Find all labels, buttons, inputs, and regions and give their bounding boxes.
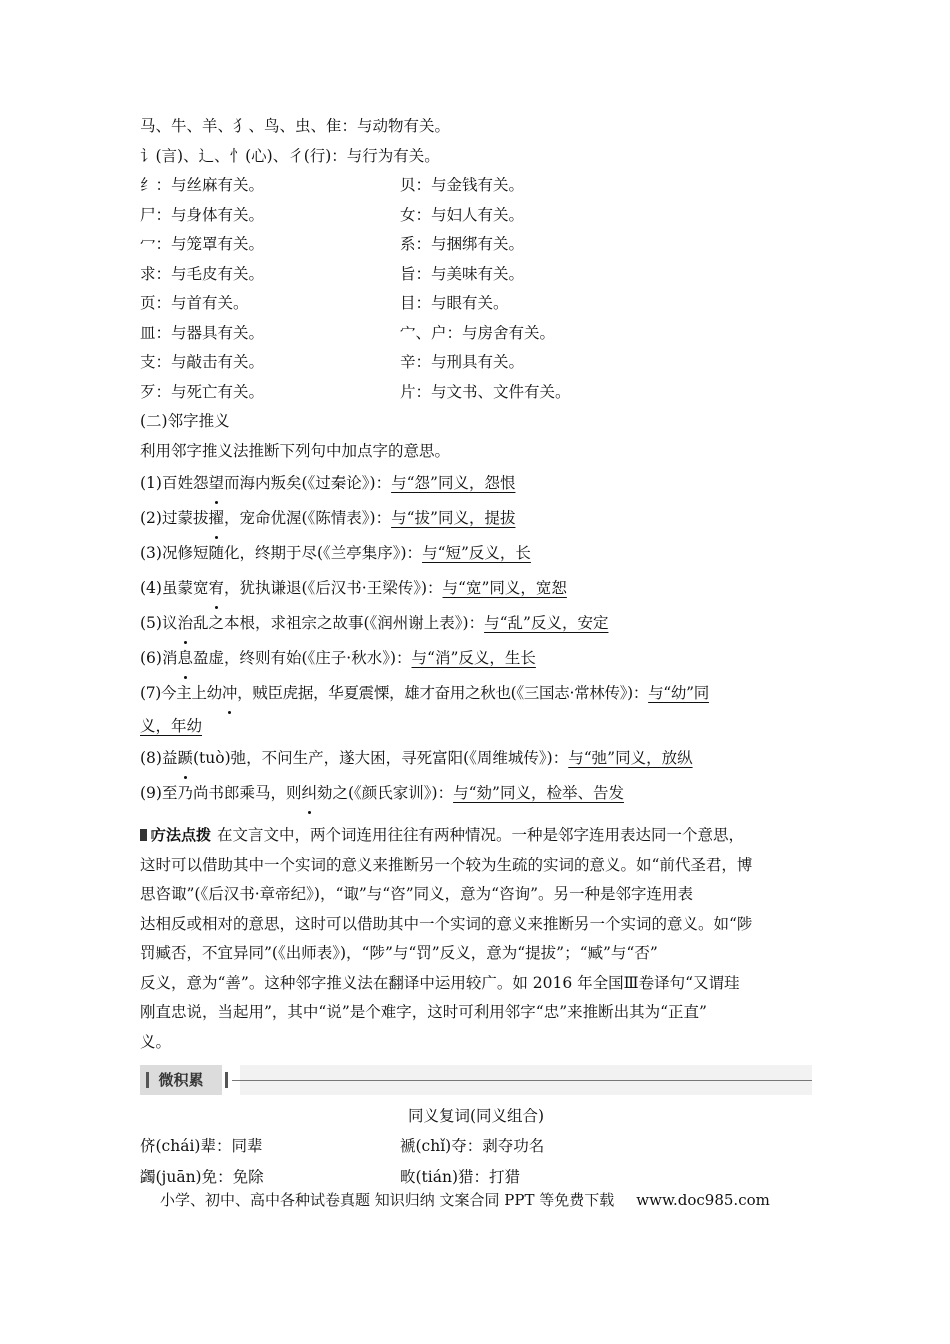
- answer-text: 与“乱”反义，安定: [484, 614, 609, 632]
- radical-pairs: [140, 171, 812, 407]
- accumulate-title: 同义复词(同义组合): [407, 1107, 545, 1125]
- method-line: 反义，意为“善”。这种邻字推义法在翻译中运用较广。如 2016 年全国Ⅲ卷译句“又谓珪: [140, 973, 740, 992]
- question-item: [140, 466, 812, 501]
- dotted-char: 望: [208, 466, 224, 501]
- radical-line-animals: 马、牛、羊、犭、鸟、虫、隹：与动物有关。: [140, 117, 451, 135]
- question-text: 盈虚，终则有始(《庄子·秋水》)：: [192, 649, 412, 667]
- method-text: 在文言文中，两个词连用往往有两种情况。一种是邻字连用表达同一个意思，: [217, 826, 745, 844]
- method-line: [140, 821, 812, 851]
- radical-pair-row: [140, 289, 812, 319]
- answer-text: 与“劾”同义，检举、告发: [453, 784, 624, 802]
- method-line: 罚臧否，不宜异同”(《出师表》)，“陟”与“罚”反义，意为“提拔”；“臧”与“否”: [140, 944, 658, 962]
- question-text: (3)况修短随化，终期于尽(《兰亭集序》)：: [140, 544, 423, 562]
- radical-left: 页：与首有关。: [140, 294, 249, 312]
- question-text: 而海内叛矣(《过秦论》)：: [223, 474, 392, 492]
- question-item-7: [140, 676, 812, 741]
- question-text: ，贼臣虎据，华夏震慄，雄才奋用之秋也(《三国志·常林传》)：: [237, 684, 649, 702]
- answer-text: 义，年幼: [140, 717, 203, 735]
- section-instruction: 利用邻字推义法推断下列句中加点字的意思。: [140, 441, 451, 460]
- method-tag: [140, 821, 211, 851]
- question-text: (9)至乃尚书郎乘马，则: [140, 784, 302, 802]
- accumulate-left: 侪(chái)辈：同辈: [140, 1137, 263, 1155]
- footer-url[interactable]: www.doc985.com: [636, 1191, 770, 1209]
- method-line: 思咨诹”(《后汉书·章帝纪》)，“诹”与“咨”同义，意为“咨询”。另一种是邻字连用表: [140, 885, 693, 903]
- question-item: [140, 606, 812, 641]
- dotted-char: 治: [177, 606, 193, 641]
- question-item: [140, 571, 812, 606]
- dotted-char: 擢: [208, 501, 224, 536]
- page-footer: [160, 1189, 770, 1210]
- radical-right: 目：与眼有关。: [400, 294, 509, 312]
- answer-text: 与“拔”同义，提拔: [391, 509, 516, 527]
- question-text: 乱之本根，求祖宗之故事(《润州谢上表》)：: [192, 614, 485, 632]
- radical-left: 皿：与器具有关。: [140, 323, 265, 342]
- document-body: [140, 112, 812, 1193]
- answer-text: 与“幼”同: [648, 684, 709, 702]
- radical-left: 纟：与丝麻有关。: [140, 176, 265, 194]
- accumulate-right: 畋(tián)猎：打猎: [400, 1168, 521, 1186]
- question-text: (7)今主上幼: [140, 684, 222, 702]
- question-text: ，宠命优渥(《陈情表》)：: [223, 509, 392, 527]
- question-item: [140, 641, 812, 676]
- accumulate-tag: 微积累: [140, 1065, 222, 1095]
- radical-left: 求：与毛皮有关。: [140, 264, 265, 283]
- radical-pair-row: [140, 319, 812, 349]
- dotted-char: 冲: [222, 676, 237, 711]
- question-text: 劾之(《颜氏家训》)：: [316, 784, 454, 802]
- question-text: (6)消: [140, 649, 178, 667]
- answer-text: 与“消”反义，生长: [411, 649, 536, 667]
- method-line: 刚直忠说，当起用”，其中“说”是个难字，这时可利用邻字“忠”来推断出其为“正直”: [140, 1003, 707, 1021]
- method-line: 义。: [140, 1032, 172, 1051]
- question-line: [140, 676, 812, 711]
- accumulate-row: [140, 1131, 812, 1162]
- method-line: 这时可以借助其中一个实词的意义来推断另一个较为生疏的实词的意义。如“前代圣君，博: [140, 855, 753, 874]
- radical-right: 贝：与金钱有关。: [400, 176, 525, 194]
- method-tips: [140, 821, 812, 1057]
- radical-right: 系：与捆绑有关。: [400, 235, 525, 253]
- radical-right: 旨：与美味有关。: [400, 264, 525, 283]
- radical-right: 片：与文书、文件有关。: [400, 382, 571, 401]
- question-line: [140, 711, 812, 741]
- banner-rule: [232, 1080, 812, 1081]
- radical-right: 女：与妇人有关。: [400, 205, 525, 224]
- question-text: (1)百姓怨: [140, 474, 209, 492]
- section-heading: (二)邻字推义: [140, 412, 230, 430]
- footer-text: 小学、初中、高中各种试卷真题 知识归纳 文案合同 PPT 等免费下载: [160, 1191, 615, 1209]
- dotted-char: 踬: [177, 741, 193, 776]
- dotted-char: 纠: [301, 776, 317, 811]
- answer-text: 与“短”反义，长: [422, 544, 531, 562]
- radical-left: 尸：与身体有关。: [140, 205, 265, 224]
- square-icon: [140, 829, 147, 841]
- question-item: [140, 501, 812, 536]
- question-text: (5)议: [140, 614, 178, 632]
- dotted-char: 息: [177, 641, 193, 676]
- radical-pair-row: [140, 201, 812, 231]
- radical-pair-row: [140, 171, 812, 201]
- question-item: [140, 776, 812, 811]
- question-text: (4)虽蒙宽: [140, 579, 209, 597]
- question-item: [140, 536, 812, 571]
- question-text: ，犹执谦退(《后汉书·王梁传》)：: [223, 579, 443, 597]
- accumulate-left: 蠲(juān)免：免除: [140, 1168, 264, 1186]
- radical-line-actions: 讠(言)、辶、忄(心)、彳(行)：与行为有关。: [140, 146, 440, 165]
- radical-pair-row: [140, 348, 812, 378]
- answer-text: 与“怨”同义，怨恨: [391, 474, 516, 492]
- radical-pair-row: [140, 260, 812, 290]
- radical-right: 宀、户：与房舍有关。: [400, 323, 556, 342]
- question-text: (2)过蒙拔: [140, 509, 209, 527]
- question-item: [140, 741, 812, 776]
- accumulate-banner: [140, 1065, 812, 1095]
- method-tag-label: 方法点拨: [151, 826, 212, 844]
- radical-left: 歹：与死亡有关。: [140, 382, 265, 401]
- dotted-char: 宥: [208, 571, 224, 606]
- question-text: (tuò)弛，不问生产，遂大困，寻死富阳(《周维城传》)：: [192, 749, 569, 767]
- accumulate-right: 褫(chǐ)夺：剥夺功名: [400, 1137, 545, 1155]
- radical-left: 冖：与笼罩有关。: [140, 235, 265, 253]
- radical-pair-row: [140, 230, 812, 260]
- radical-right: 辛：与刑具有关。: [400, 353, 525, 371]
- radical-left: 支：与敲击有关。: [140, 353, 265, 371]
- answer-text: 与“弛”同义，放纵: [568, 749, 693, 767]
- method-line: 达相反或相对的意思，这时可以借助其中一个实词的意义来推断另一个实词的意义。如“陟: [140, 914, 753, 933]
- answer-text: 与“宽”同义，宽恕: [442, 579, 567, 597]
- radical-pair-row: [140, 378, 812, 408]
- question-text: (8)益: [140, 749, 178, 767]
